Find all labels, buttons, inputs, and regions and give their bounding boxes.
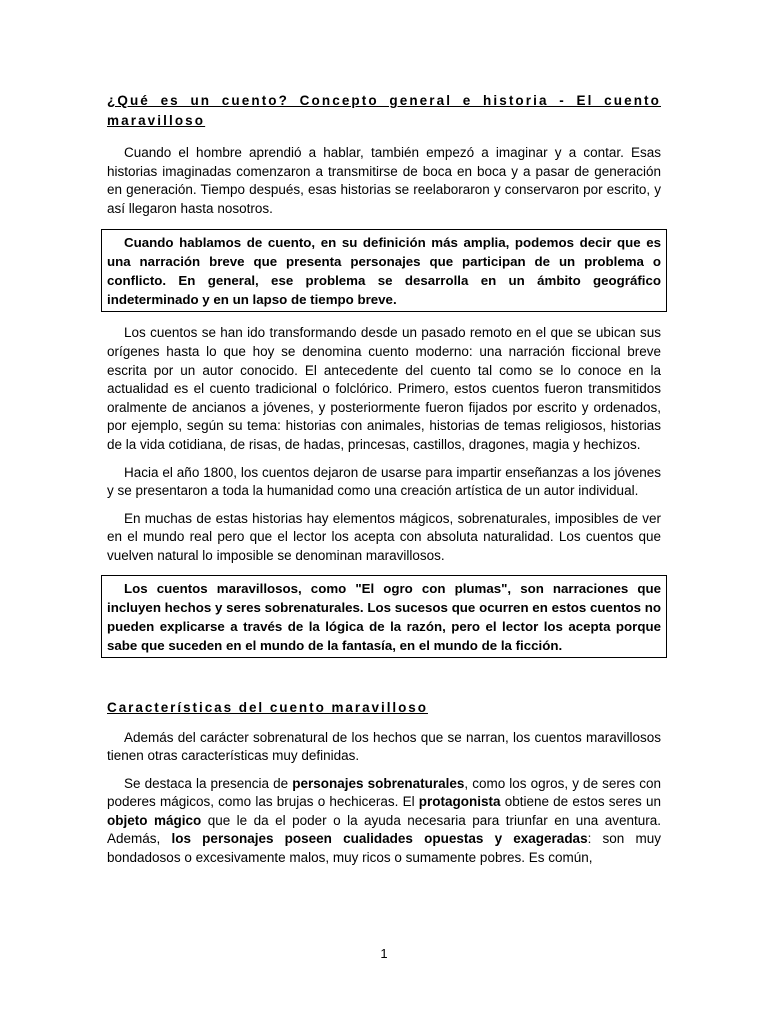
paragraph-characteristics-text-4: que le da el poder o la ayuda necesaria para triunfar en una aventura. Además, xyxy=(107,812,661,847)
definition-box-text: Cuando hablamos de cuento, en su definición más amplia, podemos decir que es una narración breve que presenta personajes que participan de un problema o conflicto. En general, ese problema se desarrolla en un ámbito geográfico indeterminado y en un lapso de tiempo breve. xyxy=(107,235,661,308)
paragraph-characteristics-text-5: : son muy bondadosos o excesivamente malos, muy ricos o sumamente pobres. Es común, xyxy=(107,831,661,866)
definition-box xyxy=(101,229,667,312)
bold-protagonist: protagonista xyxy=(418,794,501,810)
paragraph-characteristics-text-2: , como los ogros, y de seres con poderes mágicos, como las brujas o hechiceras. El xyxy=(107,775,662,810)
paragraph-characteristics-text-1: Se destaca la presencia de xyxy=(124,775,293,791)
paragraph-1800: Hacia el año 1800, los cuentos dejaron de usarse para impartir enseñanzas a los jóvenes y se presentaron a toda la humanidad como una creación artística de un autor individual. xyxy=(107,464,661,499)
page-number: 1 xyxy=(380,946,388,961)
marvelous-tales-box-text: Los cuentos maravillosos, como "El ogro con plumas", son narraciones que incluyen hechos y seres sobrenaturales. Los sucesos que ocurren en estos cuentos no pueden explicarse a través de la lógica de la razón, pero el lector los acepta porque sabe que suceden en el mundo de la fantasía, en el mundo de la ficción. xyxy=(107,580,661,653)
bold-supernatural-characters: personajes sobrenaturales xyxy=(292,775,465,791)
document-content xyxy=(107,91,661,868)
paragraph-characteristics xyxy=(107,775,661,868)
paragraph-magic-elements: En muchas de estas historias hay elementos mágicos, sobrenaturales, imposibles de ver en el mundo real pero que el lector los acepta con absoluta naturalidad. Los cuentos que vuelven natural lo imposible se denominan maravillosos. xyxy=(107,510,661,563)
bold-magic-object: objeto mágico xyxy=(107,812,202,828)
paragraph-history: Los cuentos se han ido transformando desde un pasado remoto en el que se ubican sus orígenes hasta lo que hoy se denomina cuento moderno: una narración ficcional breve escrita por un autor conocido. El antecedente del cuento tal como se lo conoce en la actualidad es el cuento tradicional o folclórico. Primero, estos cuentos fueron transmitidos oralmente de ancianos a jóvenes, y posteriormente fueron fijados por escrito y ordenados, por ejemplo, según su tema: historias con animales, historias de temas religiosos, historias de la vida cotidiana, de risas, de hadas, princesas, castillos, dragones, magia y hechizos. xyxy=(107,325,661,452)
paragraph-characteristics-text-3: obtiene de estos seres un xyxy=(500,794,661,810)
section-title: Características del cuento maravilloso xyxy=(107,699,428,715)
marvelous-tales-box xyxy=(101,575,667,658)
bold-opposite-qualities: los personajes poseen cualidades opuestas y exageradas xyxy=(171,831,588,847)
paragraph-characteristics-intro: Además del carácter sobrenatural de los hechos que se narran, los cuentos maravillosos tienen otras características muy definidas. xyxy=(107,729,661,764)
paragraph-intro: Cuando el hombre aprendió a hablar, también empezó a imaginar y a contar. Esas historias imaginadas comenzaron a transmitirse de boca en boca y a pasar de generación en generación. Tiempo después, esas historias se reelaboraron y conservaron por escrito, y así llegaron hasta nosotros. xyxy=(107,145,661,216)
document-title: ¿Qué es un cuento? Concepto general e historia - El cuento maravilloso xyxy=(107,93,661,128)
